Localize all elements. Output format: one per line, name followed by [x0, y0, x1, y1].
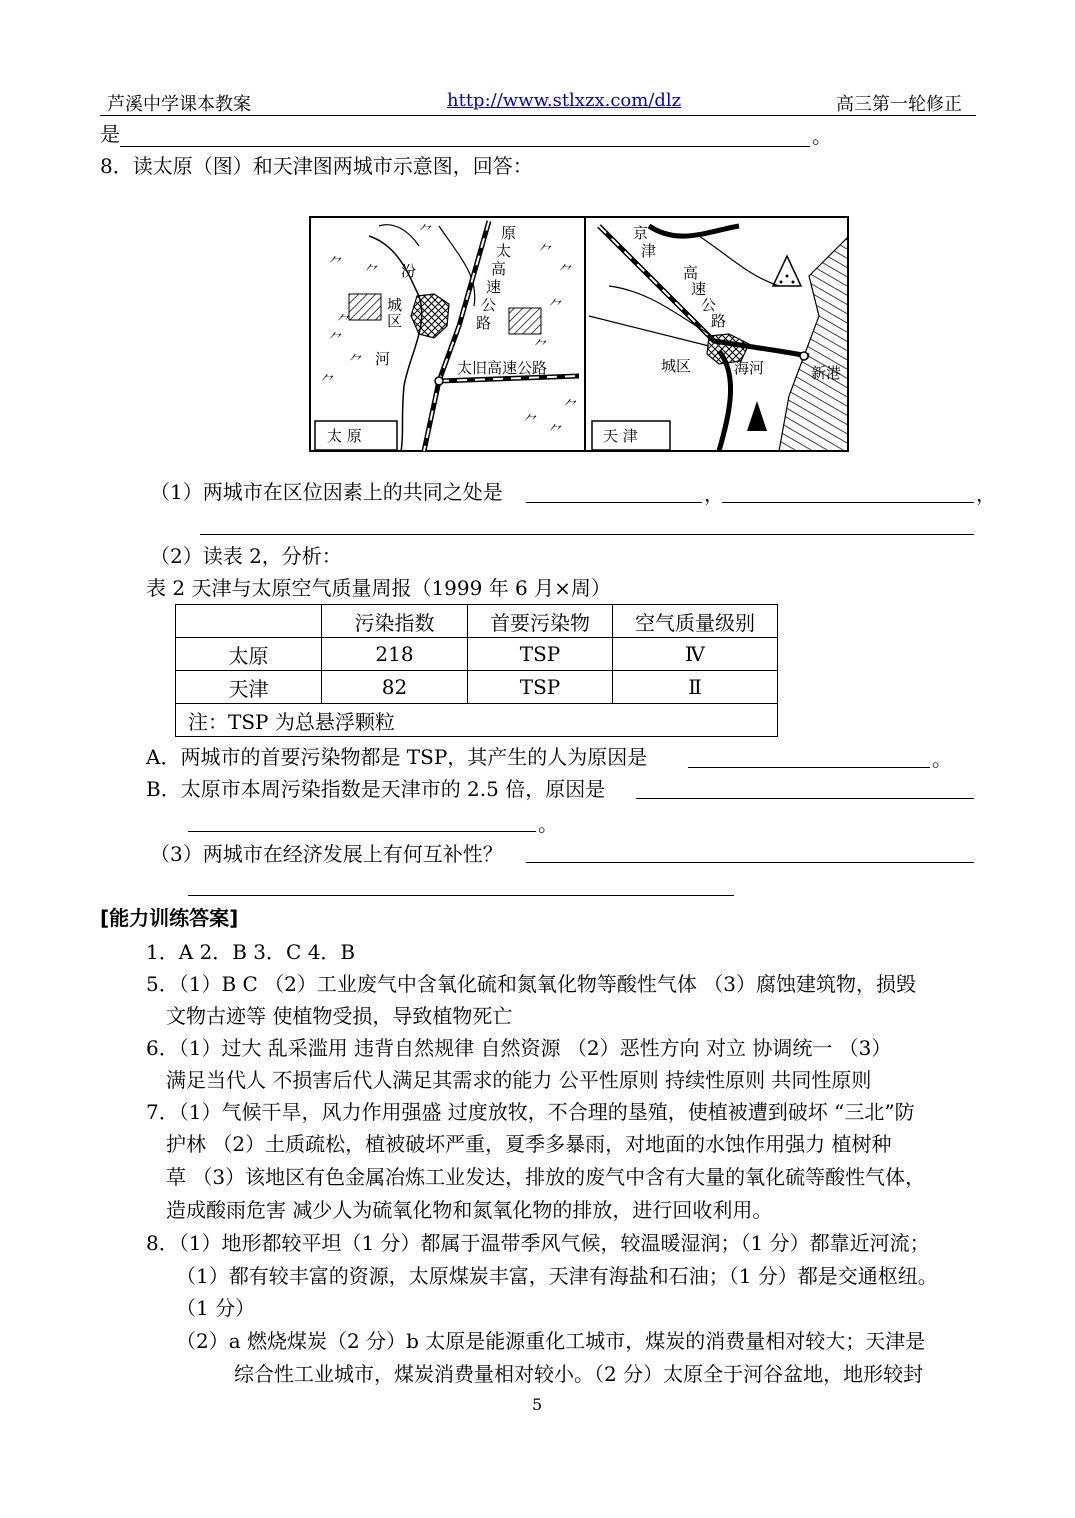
svg-text:⺈: ⺈ [337, 314, 351, 330]
answer-line: 护林 （2）土质疏松，植被破坏严重，夏季多暴雨，对地面的水蚀作用强力 植树种 [166, 1132, 892, 1156]
answer-line: 草 （3）该地区有色金属冶炼工业发达，排放的废气中含有大量的氧化硫等酸性气体， [166, 1165, 926, 1189]
answer-line: 满足当代人 不损害后代人满足其需求的能力 公平性原则 持续性原则 共同性原则 [166, 1068, 872, 1092]
answer-line: 综合性工业城市，煤炭消费量相对较小。（2 分）太原全于河谷盆地，地形较封 [234, 1362, 924, 1386]
map-taiyuan-city-char2: 区 [387, 312, 403, 330]
map-tj-highway-char2: 津 [641, 242, 657, 260]
answer-blank [688, 767, 930, 768]
answers-title: [能力训练答案] [100, 906, 239, 930]
map-highway-v-char1: 原 [501, 224, 517, 242]
q8-question-b-end: 。 [538, 812, 558, 836]
q8-part1-end: ， [976, 482, 996, 506]
table-header-cell: 空气质量级别 [613, 605, 778, 638]
map-highway-v-char5: 公 [481, 296, 497, 314]
prev-line-start: 是 [100, 122, 120, 146]
svg-text:⺈: ⺈ [539, 244, 553, 260]
answer-blank [636, 798, 974, 799]
map-highway-h-label: 太旧高速公路 [457, 359, 548, 377]
header-right: 高三第一轮修正 [836, 94, 962, 115]
answer-line: 8．（1）地形都较平坦（1 分）都属于温带季风气候，较温暖湿润；（1 分）都靠近河流； [146, 1231, 930, 1255]
q8-question-b: B．太原市本周污染指数是天津市的 2.5 倍，原因是 [146, 777, 606, 801]
svg-text:⺈: ⺈ [329, 256, 343, 272]
table-cell: Ⅱ [613, 671, 778, 704]
svg-text:⺈: ⺈ [329, 332, 343, 348]
map-tj-highway-char3: 高 [683, 264, 699, 282]
answer-blank [722, 502, 974, 503]
city-map-figure [309, 216, 849, 452]
prev-line-end: 。 [812, 124, 832, 148]
svg-text:⺈: ⺈ [534, 339, 548, 355]
map-xingang-label: 新港 [811, 364, 842, 382]
svg-text:⺈: ⺈ [549, 299, 563, 315]
map-river-label: 河 [375, 350, 391, 368]
svg-text:⺈: ⺈ [524, 414, 538, 430]
table-header-cell [176, 605, 322, 638]
answer-blank [526, 862, 974, 863]
table-title: 表 2 天津与太原空气质量周报（1999 年 6 月×周） [146, 576, 611, 600]
map-tj-city-label: 城区 [661, 357, 692, 375]
answer-blank [200, 534, 974, 535]
table-note: 注：TSP 为总悬浮颗粒 [176, 704, 778, 737]
svg-text:⺈: ⺈ [365, 264, 379, 280]
answer-line: 5．（1）B C （2）工业废气中含氧化硫和氮氧化物等酸性气体 （3）腐蚀建筑物，损毁 [146, 972, 916, 996]
table-cell: TSP [468, 671, 613, 704]
svg-text:⺈: ⺈ [549, 424, 563, 440]
q8-part1: （1）两城市在区位因素上的共同之处是 [150, 480, 503, 504]
answer-line: （1）都有较丰富的资源，太原煤炭丰富，天津有海盐和石油；（1 分）都是交通枢纽。 [176, 1264, 938, 1288]
answer-line: 6．（1）过大 乱采滥用 违背自然规律 自然资源 （2）恶性方向 对立 协调统一 （3） [146, 1036, 892, 1060]
table-cell: 太原 [176, 638, 322, 671]
map-haihe-label: 海河 [734, 359, 765, 377]
header-link[interactable]: http://www.stlxzx.com/dlz [447, 90, 682, 111]
map-taiyuan-caption: 太 原 [327, 427, 362, 445]
map-fen-label: 汾 [401, 262, 417, 280]
table-cell: TSP [468, 638, 613, 671]
table-header-cell: 污染指数 [322, 605, 468, 638]
table-cell: 82 [322, 671, 468, 704]
map-tj-highway-char6: 路 [711, 312, 727, 330]
table-cell: 天津 [176, 671, 322, 704]
svg-text:⺈: ⺈ [564, 399, 578, 415]
header-rule [100, 115, 976, 116]
q8-stem: 8．读太原（图）和天津图两城市示意图，回答： [100, 154, 533, 178]
svg-text:⺈: ⺈ [321, 374, 335, 390]
map-highway-v-char4: 速 [486, 278, 502, 296]
answer-line: 文物古迹等 使植物受损，导致植物死亡 [166, 1004, 513, 1028]
answer-blank [526, 502, 702, 503]
map-taiyuan-city-char1: 城 [387, 296, 403, 314]
answer-line: 7．（1）气候干旱，风力作用强盛 过度放牧，不合理的垦殖，使植被遭到破坏 “三北”防 [146, 1100, 915, 1124]
table-cell: 218 [322, 638, 468, 671]
page-number: 5 [532, 1395, 543, 1414]
answer-line: （2）a 燃烧煤炭（2 分）b 太原是能源重化工城市，煤炭的消费量相对较大；天津是 [176, 1329, 926, 1353]
q8-part3: （3）两城市在经济发展上有何互补性？ [150, 842, 503, 866]
map-highway-v-char3: 高 [491, 260, 507, 278]
map-tj-highway-char5: 公 [701, 296, 717, 314]
answer-line: 造成酸雨危害 减少人为硫氧化物和氮氧化物的排放，进行回收利用。 [166, 1198, 773, 1222]
map-tj-highway-char4: 速 [691, 280, 707, 298]
answer-blank [188, 895, 734, 896]
answer-line: 1．A 2．B 3．C 4．B [146, 940, 356, 964]
header-left: 芦溪中学课本教案 [107, 94, 251, 115]
q8-question-a: A．两城市的首要污染物都是 TSP，其产生的人为原因是 [146, 745, 648, 769]
map-tj-highway-char1: 京 [633, 224, 649, 242]
q8-question-a-end: 。 [932, 747, 952, 771]
answer-line: （1 分） [176, 1296, 256, 1320]
table-row [176, 638, 778, 671]
table-header-cell: 首要污染物 [468, 605, 613, 638]
svg-text:⺈: ⺈ [349, 354, 363, 370]
q8-part2: （2）读表 2，分析： [150, 544, 342, 568]
q8-part1-sep: ， [704, 482, 724, 506]
answer-blank [188, 831, 536, 832]
table-row [176, 671, 778, 704]
table-cell: Ⅳ [613, 638, 778, 671]
air-quality-table [175, 604, 778, 737]
map-tianjin-caption: 天 津 [603, 427, 638, 445]
answer-blank [120, 146, 810, 147]
svg-text:⺈: ⺈ [559, 264, 573, 280]
svg-text:⺈: ⺈ [419, 224, 433, 240]
map-highway-v-char6: 路 [476, 314, 492, 332]
map-highway-v-char2: 太 [496, 242, 512, 260]
